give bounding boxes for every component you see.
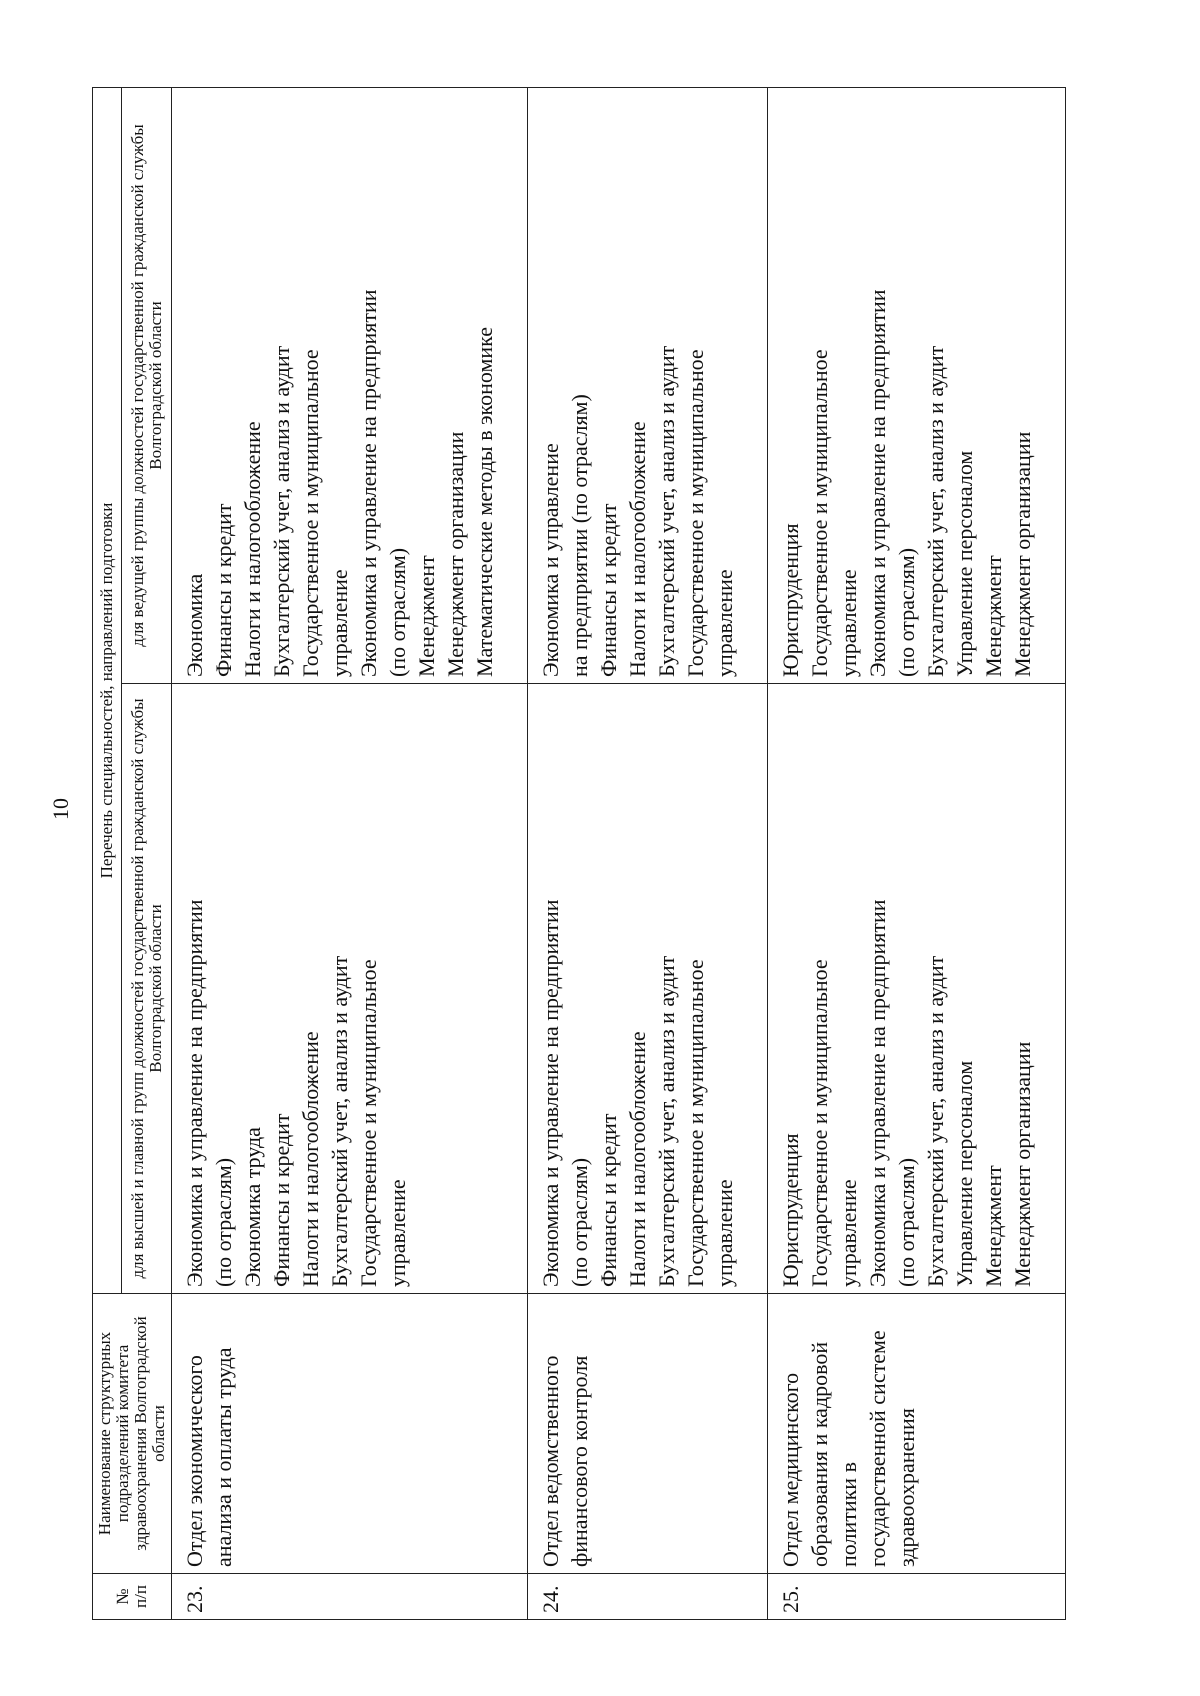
specialty-line: Управление персоналом bbox=[952, 450, 977, 677]
header-high: для высшей и главной групп должностей государственной гражданской службы Волгоградской области bbox=[122, 684, 172, 1294]
specialty-line: Менеджмент организации bbox=[443, 431, 468, 677]
specialties-high-group bbox=[172, 684, 528, 1294]
specialty-line: Бухгалтерский учет, анализ и аудит bbox=[327, 955, 352, 1287]
specialty-line: Менеджмент bbox=[981, 1165, 1006, 1287]
specialty-line: Бухгалтерский учет, анализ и аудит bbox=[923, 955, 948, 1287]
specialty-line: Государственное и муниципальное bbox=[683, 349, 708, 677]
header-num-label: № bbox=[113, 1588, 132, 1605]
specialty-line: управление bbox=[327, 569, 352, 677]
specialties-high-group bbox=[528, 684, 768, 1294]
specialty-line: управление bbox=[712, 1179, 737, 1287]
specialty-line: Финансы и кредит bbox=[211, 503, 236, 677]
specialty-line: (по отраслям) bbox=[211, 1157, 236, 1287]
specialty-line: Юриспруденция bbox=[778, 523, 803, 677]
row-number: 23. bbox=[172, 1574, 528, 1620]
specialty-line: Бухгалтерский учет, анализ и аудит bbox=[923, 345, 948, 677]
specialty-line: Государственное и муниципальное bbox=[807, 349, 832, 677]
specialty-line: управление bbox=[712, 569, 737, 677]
rotated-sheet bbox=[92, 88, 1112, 1620]
specialties-lead-group bbox=[172, 87, 528, 683]
table-row bbox=[768, 87, 1066, 1619]
specialty-line: управление bbox=[836, 1179, 861, 1287]
department-name: Отдел экономического анализа и оплаты труда bbox=[172, 1294, 528, 1574]
page-number: 10 bbox=[48, 798, 73, 820]
specialty-line: (по отраслям) bbox=[894, 1157, 919, 1287]
specialty-line: Бухгалтерский учет, анализ и аудит bbox=[654, 955, 679, 1287]
header-lead: для ведущей группы должностей государственной гражданской службы Волгоградской области bbox=[122, 87, 172, 683]
specialty-line: Государственное и муниципальное bbox=[298, 349, 323, 677]
specialty-line: Финансы и кредит bbox=[596, 503, 621, 677]
specialty-line: Управление персоналом bbox=[952, 1060, 977, 1287]
specialty-line: Бухгалтерский учет, анализ и аудит bbox=[654, 345, 679, 677]
specialty-line: Экономика и управление на предприятии bbox=[538, 899, 563, 1287]
table-row bbox=[172, 87, 528, 1619]
specialty-line: управление bbox=[385, 1179, 410, 1287]
row-number: 25. bbox=[768, 1574, 1066, 1620]
specialty-line: Экономика и управление на предприятии bbox=[865, 899, 890, 1287]
row-number: 24. bbox=[528, 1574, 768, 1620]
specialty-line: Экономика труда bbox=[240, 1127, 265, 1287]
table-body bbox=[172, 87, 1066, 1619]
header-num-sub: п/п bbox=[131, 1585, 150, 1608]
department-name: Отдел медицинского образования и кадровой политики в государственной системе здравоохранения bbox=[768, 1294, 1066, 1574]
specialty-line: Налоги и налогообложение bbox=[240, 421, 265, 677]
header-dept: Наименование структурных подразделений комитета здравоохранения Волгоградской области bbox=[93, 1294, 172, 1574]
specialty-line: Математические методы в экономике bbox=[472, 326, 497, 677]
specialty-line: Юриспруденция bbox=[778, 1133, 803, 1287]
specialty-line: Экономика bbox=[182, 573, 207, 677]
specialty-line: Налоги и налогообложение bbox=[625, 1031, 650, 1287]
header-list: Перечень специальностей, направлений подготовки bbox=[93, 87, 122, 1293]
specialties-table bbox=[92, 87, 1066, 1620]
specialty-line: управление bbox=[836, 569, 861, 677]
specialty-line: Экономика и управление на предприятии bbox=[356, 289, 381, 677]
specialty-line: (по отраслям) bbox=[385, 547, 410, 677]
department-name: Отдел ведомственного финансового контроля bbox=[528, 1294, 768, 1574]
specialty-line: Бухгалтерский учет, анализ и аудит bbox=[269, 345, 294, 677]
table-row bbox=[528, 87, 768, 1619]
specialty-line: Менеджмент bbox=[981, 555, 1006, 677]
specialty-line: Налоги и налогообложение bbox=[625, 421, 650, 677]
specialties-lead-group bbox=[528, 87, 768, 683]
specialties-high-group bbox=[768, 684, 1066, 1294]
specialty-line: (по отраслям) bbox=[567, 1157, 592, 1287]
specialty-line: Экономика и управление bbox=[538, 443, 563, 677]
specialty-line: Государственное и муниципальное bbox=[807, 959, 832, 1287]
specialty-line: Государственное и муниципальное bbox=[683, 959, 708, 1287]
specialty-line: Экономика и управление на предприятии bbox=[865, 289, 890, 677]
specialty-line: (по отраслям) bbox=[894, 547, 919, 677]
specialty-line: на предприятии (по отраслям) bbox=[567, 394, 592, 677]
header-num bbox=[93, 1574, 172, 1620]
specialty-line: Менеджмент организации bbox=[1010, 431, 1035, 677]
specialty-line: Финансы и кредит bbox=[269, 1113, 294, 1287]
specialties-lead-group bbox=[768, 87, 1066, 683]
specialty-line: Финансы и кредит bbox=[596, 1113, 621, 1287]
specialty-line: Экономика и управление на предприятии bbox=[182, 899, 207, 1287]
specialty-line: Государственное и муниципальное bbox=[356, 959, 381, 1287]
specialty-line: Налоги и налогообложение bbox=[298, 1031, 323, 1287]
specialty-line: Менеджмент bbox=[414, 555, 439, 677]
specialty-line: Менеджмент организации bbox=[1010, 1041, 1035, 1287]
